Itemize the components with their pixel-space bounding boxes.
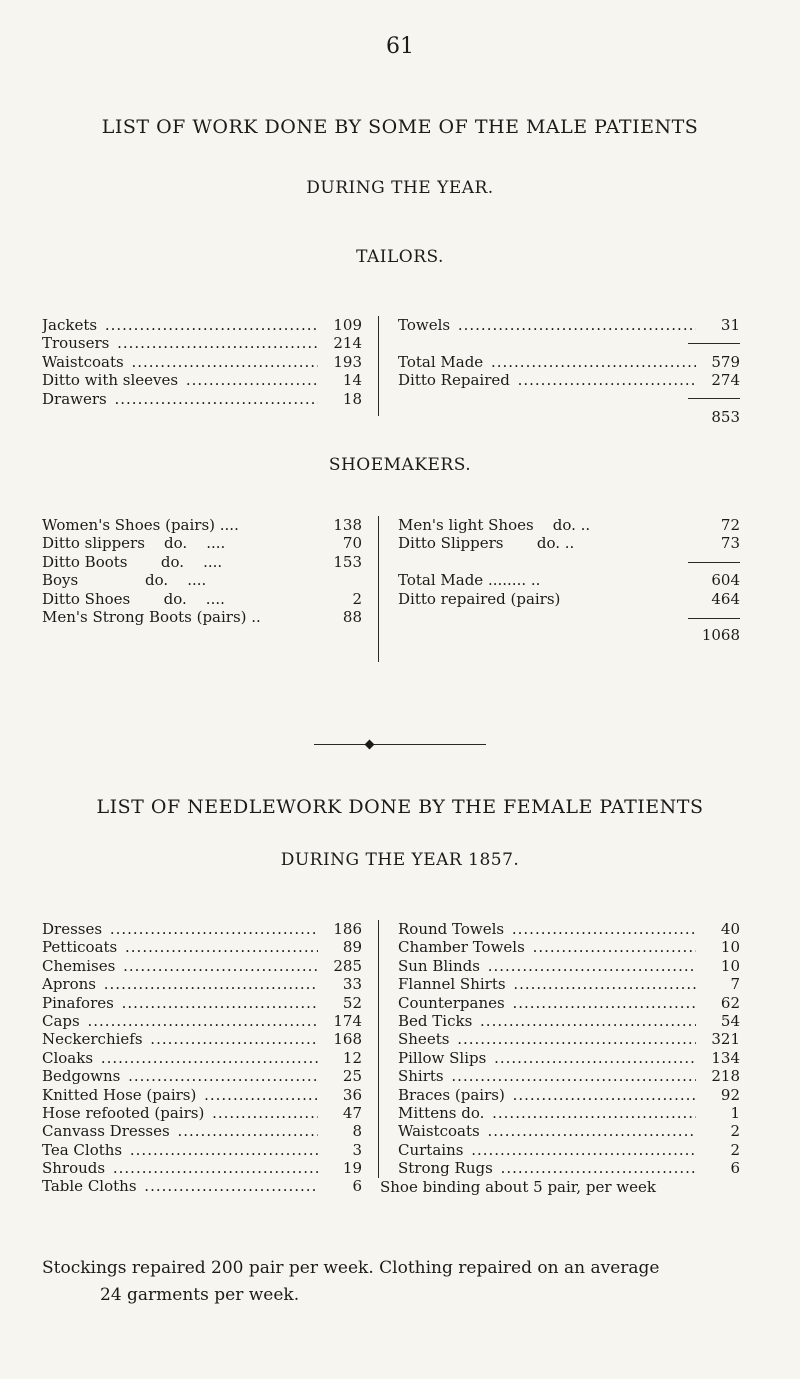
shoemakers-total-rule-2	[688, 618, 740, 619]
needlework-row: Bed Ticks ..... 54	[398, 1012, 740, 1030]
tailors-row: Ditto Repaired ..... 274	[398, 371, 740, 389]
needlework-row: Sheets ..... 321	[398, 1030, 740, 1048]
needlework-row: Neckerchiefs ..... 168	[42, 1030, 362, 1048]
shoemakers-row: Men's light Shoes do. .. 72	[398, 516, 740, 534]
needlework-row: Flannel Shirts ..... 7	[398, 975, 740, 993]
needlework-row: Tea Cloths ..... 3	[42, 1141, 362, 1159]
shoemakers-row: Ditto Shoes do. .... 2	[42, 589, 362, 608]
needlework-row: Dresses ..... 186	[42, 920, 362, 938]
tailors-total: 853	[711, 407, 740, 426]
tailors-title: TAILORS.	[356, 247, 444, 267]
shoemakers-row: Ditto slippers do. .... 70	[42, 534, 362, 553]
tailors-total-rule-1	[688, 343, 740, 344]
footer-note-line2: 24 garments per week.	[100, 1285, 300, 1305]
needlework-row: Counterpanes ..... 62	[398, 994, 740, 1012]
needlework-right-column	[398, 920, 740, 1177]
needlework-divider	[378, 920, 379, 1178]
shoemakers-row: Boys do. ....	[42, 571, 207, 590]
tailors-left-column	[42, 316, 362, 408]
shoemakers-row: Ditto Boots do. .... 153	[42, 552, 362, 571]
needlework-row: Waistcoats ..... 2	[398, 1122, 740, 1140]
needlework-row: Knitted Hose (pairs) ..... 36	[42, 1086, 362, 1104]
needlework-row: Shirts ..... 218	[398, 1067, 740, 1085]
shoemakers-row: Men's Strong Boots (pairs) .. 88	[42, 607, 362, 626]
tailors-divider	[378, 316, 379, 416]
shoemakers-title: SHOEMAKERS.	[328, 455, 472, 475]
needlework-row: Aprons ..... 33	[42, 975, 362, 993]
needlework-row: Table Cloths ..... 6	[42, 1177, 362, 1195]
needlework-last-line: Shoe binding about 5 pair, per week	[380, 1178, 656, 1196]
shoemakers-row: Ditto repaired (pairs) 464	[398, 589, 740, 608]
needlework-row: Hose refooted (pairs) ..... 47	[42, 1104, 362, 1122]
needlework-row: Chamber Towels ..... 10	[398, 938, 740, 956]
section-ornament	[314, 741, 486, 749]
shoemakers-left-column	[42, 516, 362, 626]
shoemakers-right-column	[398, 516, 740, 645]
needlework-row: Shrouds ..... 19	[42, 1159, 362, 1177]
tailors-row: Ditto with sleeves ..... 14	[42, 371, 362, 389]
needlework-row: Caps ..... 174	[42, 1012, 362, 1030]
diamond-icon	[365, 740, 375, 750]
tailors-right-column	[398, 316, 740, 426]
male-work-heading: LIST OF WORK DONE BY SOME OF THE MALE PATIENTS	[101, 116, 699, 138]
needlework-row: Sun Blinds ..... 10	[398, 957, 740, 975]
needlework-row: Pinafores ..... 52	[42, 994, 362, 1012]
shoemakers-total: 1068	[701, 626, 740, 645]
needlework-row: Canvass Dresses ..... 8	[42, 1122, 362, 1140]
footer-note-line1: Stockings repaired 200 pair per week. Clothing repaired on an average	[42, 1258, 660, 1278]
needlework-row: Strong Rugs ..... 6	[398, 1159, 740, 1177]
tailors-total-rule-2	[688, 398, 740, 399]
needlework-row: Cloaks ..... 12	[42, 1049, 362, 1067]
tailors-row: Drawers ..... 18	[42, 390, 362, 408]
needlework-heading: LIST OF NEEDLEWORK DONE BY THE FEMALE PATIENTS	[96, 796, 704, 818]
tailors-row: Total Made ..... 579	[398, 353, 740, 371]
tailors-row: Trousers ..... 214	[42, 334, 362, 352]
needlework-left-column	[42, 920, 362, 1196]
needlework-row: Bedgowns ..... 25	[42, 1067, 362, 1085]
tailors-row: Jackets ..... 109	[42, 316, 362, 334]
needlework-row: Braces (pairs) ..... 92	[398, 1086, 740, 1104]
needlework-row: Round Towels ..... 40	[398, 920, 740, 938]
tailors-row: Waistcoats ..... 193	[42, 353, 362, 371]
shoemakers-total-rule-1	[688, 562, 740, 563]
shoemakers-row: Ditto Slippers do. .. 73	[398, 534, 740, 553]
tailors-row: Towels ..... 31	[398, 316, 740, 334]
needlework-row: Mittens do. ..... 1	[398, 1104, 740, 1122]
needlework-row: Pillow Slips ..... 134	[398, 1049, 740, 1067]
shoemakers-row: Women's Shoes (pairs) .... 138	[42, 516, 362, 534]
male-work-subheading: DURING THE YEAR.	[306, 178, 494, 198]
needlework-row: Chemises ..... 285	[42, 957, 362, 975]
needlework-subheading: DURING THE YEAR 1857.	[280, 850, 520, 870]
needlework-row: Curtains ..... 2	[398, 1141, 740, 1159]
shoemakers-divider	[378, 516, 379, 662]
page-number: 61	[386, 34, 414, 59]
shoemakers-row: Total Made ........ .. 604	[398, 571, 740, 590]
needlework-row: Petticoats ..... 89	[42, 938, 362, 956]
